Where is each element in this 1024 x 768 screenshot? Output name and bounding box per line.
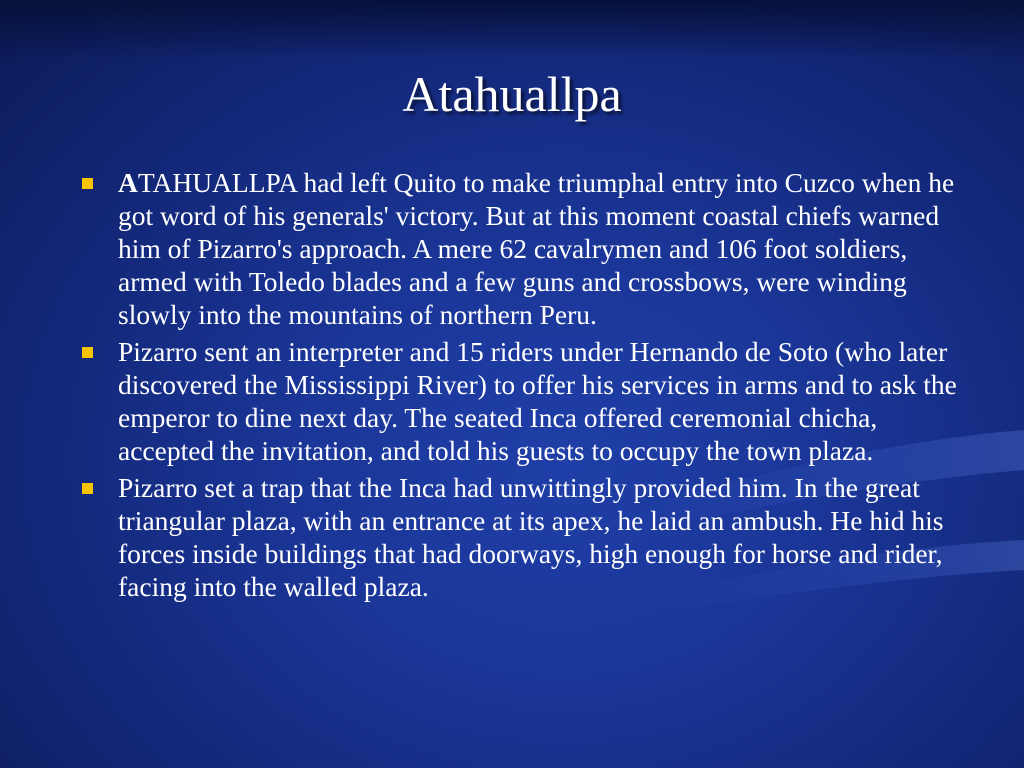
- bullet-item: [78, 166, 978, 331]
- bullet-item: [78, 335, 978, 467]
- bullet-text: Pizarro sent an interpreter and 15 riders under Hernando de Soto (who later discovered the Mississippi River) to offer his services in arms and to ask the emperor to dine next day. The seated Inca offered ceremonial chicha, accepted the invitation, and told his guests to occupy the town plaza.: [118, 336, 957, 466]
- square-bullet-icon: [82, 347, 93, 358]
- bullet-lead-letter: A: [118, 167, 138, 198]
- square-bullet-icon: [82, 178, 93, 189]
- square-bullet-icon: [82, 483, 93, 494]
- bullet-list: [78, 166, 978, 607]
- slide-title: Atahuallpa: [402, 66, 622, 122]
- bullet-text: TAHUALLPA had left Quito to make triumphal entry into Cuzco when he got word of his generals' victory. But at this moment coastal chiefs warned him of Pizarro's approach. A mere 62 cavalrymen and 106 foot soldiers, armed with Toledo blades and a few guns and crossbows, were winding slowly into the mountains of northern Peru.: [118, 167, 955, 330]
- bullet-item: [78, 471, 978, 603]
- bullet-text: Pizarro set a trap that the Inca had unwittingly provided him. In the great triangular plaza, with an entrance at its apex, he laid an ambush. He hid his forces inside buildings that had doorways, high enough for horse and rider, facing into the walled plaza.: [118, 472, 944, 602]
